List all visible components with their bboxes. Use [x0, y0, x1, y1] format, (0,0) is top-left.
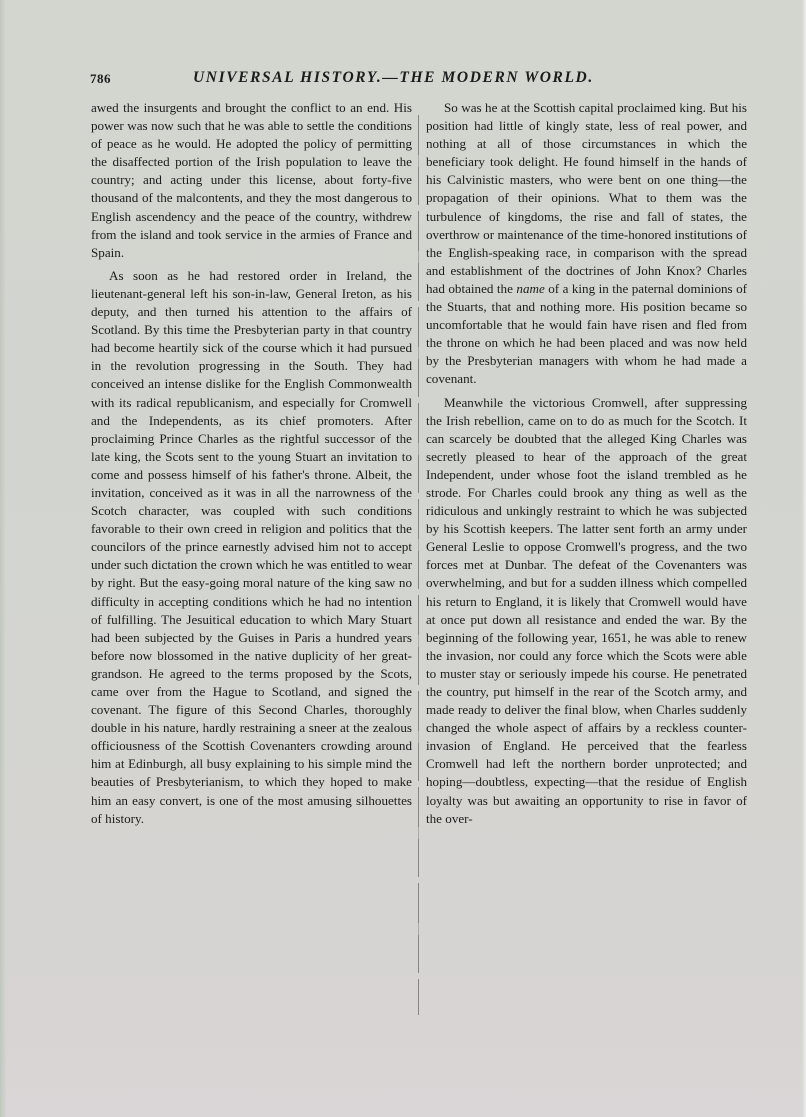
- text-run: of a king in the paternal dominions of the Stuarts, that and nothing more. His position became so uncomfortable that he would fain have risen and fled from the throne on which he had been placed and was now held by the Presbyterian managers with whom he had made a covenant.: [426, 280, 748, 387]
- right-column: [426, 99, 747, 833]
- italic-emphasis: name: [516, 280, 545, 296]
- page-left-edge: [0, 0, 6, 1117]
- page-right-edge: [802, 0, 806, 1117]
- text-run: So was he at the Scottish capital proclaimed king. But his position had little of kingly state, less of real power, and nothing at all of those circumstances in which the beneficiary took delight. He found himself in the hands of his Calvinistic masters, who were bent on one thing—the propagation of their opinions. What to them was the turbulence of kingdoms, the rise and fall of states, the overthrow or maintenance of the time-honored institutions of the English-speaking race, in comparison with the spread and establishment of the doctrines of John Knox? Charles had obtained the: [426, 100, 747, 296]
- running-header: [90, 68, 750, 92]
- left-column: [91, 99, 412, 833]
- running-title: UNIVERSAL HISTORY.—THE MODERN WORLD.: [193, 69, 594, 86]
- paragraph-continued: awed the insurgents and brought the conflict to an end. His power was now such that he was able to settle the conditions of peace as he would. He adopted the policy of permitting the disaffected portion of the Irish population to leave the country; and acting under this license, about forty-five thousand of the malcontents, and they the most dangerous to English ascendency and the peace of the country, withdrew from the island and took service in the armies of France and Spain.: [91, 100, 412, 260]
- paragraph-charles-king: [426, 99, 747, 389]
- page-number: 786: [90, 71, 111, 86]
- paragraph-cromwell-dunbar: Meanwhile the victorious Cromwell, after suppressing the Irish rebellion, came on to do as much for the Scotch. It can scarcely be doubted that the alleged King Charles was secretly pleased to hear of the approach of the great Independent, under whose foot the island trembled as he strode. For Charles could brook any thing as well as the ridiculous and unkingly restraint to which he was subjected by his Scottish keepers. The latter sent forth an army under General Leslie to oppose Cromwell's progress, and the two forces met at Dunbar. The defeat of the Covenanters was overwhelming, and but for a sudden illness which compelled his return to England, it is likely that Cromwell would have at once put down all resistance and ended the war. By the beginning of the following year, 1651, he was able to renew the invasion, nor could any force which the Scots were able to muster stay or seriously impede his course. He penetrated the country, put himself in the rear of the Scotch army, and made ready to deliver the final blow, when Charles suddenly changed the whole aspect of affairs by a reckless counter-invasion of England. He perceived that the fearless Cromwell had left the northern border unprotected; and hoping—doubtless, expecting—that the residue of English loyalty was but awaiting an opportunity to rise in favor of the over-: [426, 394, 747, 826]
- paragraph-ireland-scotland: As soon as he had restored order in Ireland, the lieutenant-general left his son-in-law, General Ireton, as his deputy, and then turned his attention to the affairs of Scotland. By this time the Presbyterian party in that country had become heartily sick of the course which it had pursued in the revolution progressing in the South. They had conceived an intense dislike for the English Commonwealth with its radical republicanism, and especially for Cromwell and the Independents, as its chief promoters. After proclaiming Prince Charles as the rightful successor of the late king, the Scots sent to the young Stuart an invitation to come and possess himself of his father's throne. Albeit, the invitation, conceived as it was in all the narrowness of the Scotch character, was coupled with such conditions favorable to their own creed in religion and politics that the councilors of the prince earnestly advised him not to accept under such dictation the crown which he was entitled to wear by right. But the easy-going moral nature of the king saw no difficulty in accepting conditions which he had no intention of fulfilling. The Jesuitical education to which Mary Stuart had been subjected by the Guises in Paris a hundred years before now blossomed in the native duplicity of her great-grandson. He agreed to the terms proposed by the Scots, came over from the Hague to Scotland, and signed the covenant. The figure of this Second Charles, thoroughly double in his nature, hardly restraining a sneer at the zealous officiousness of the Scottish Covenanters crowding around him at Edinburgh, all busy explaining to his simple mind the beauties of Presbyterianism, to which they hoped to make him an easy convert, is one of the most amusing silhouettes of history.: [91, 267, 412, 826]
- column-divider: [418, 115, 419, 1015]
